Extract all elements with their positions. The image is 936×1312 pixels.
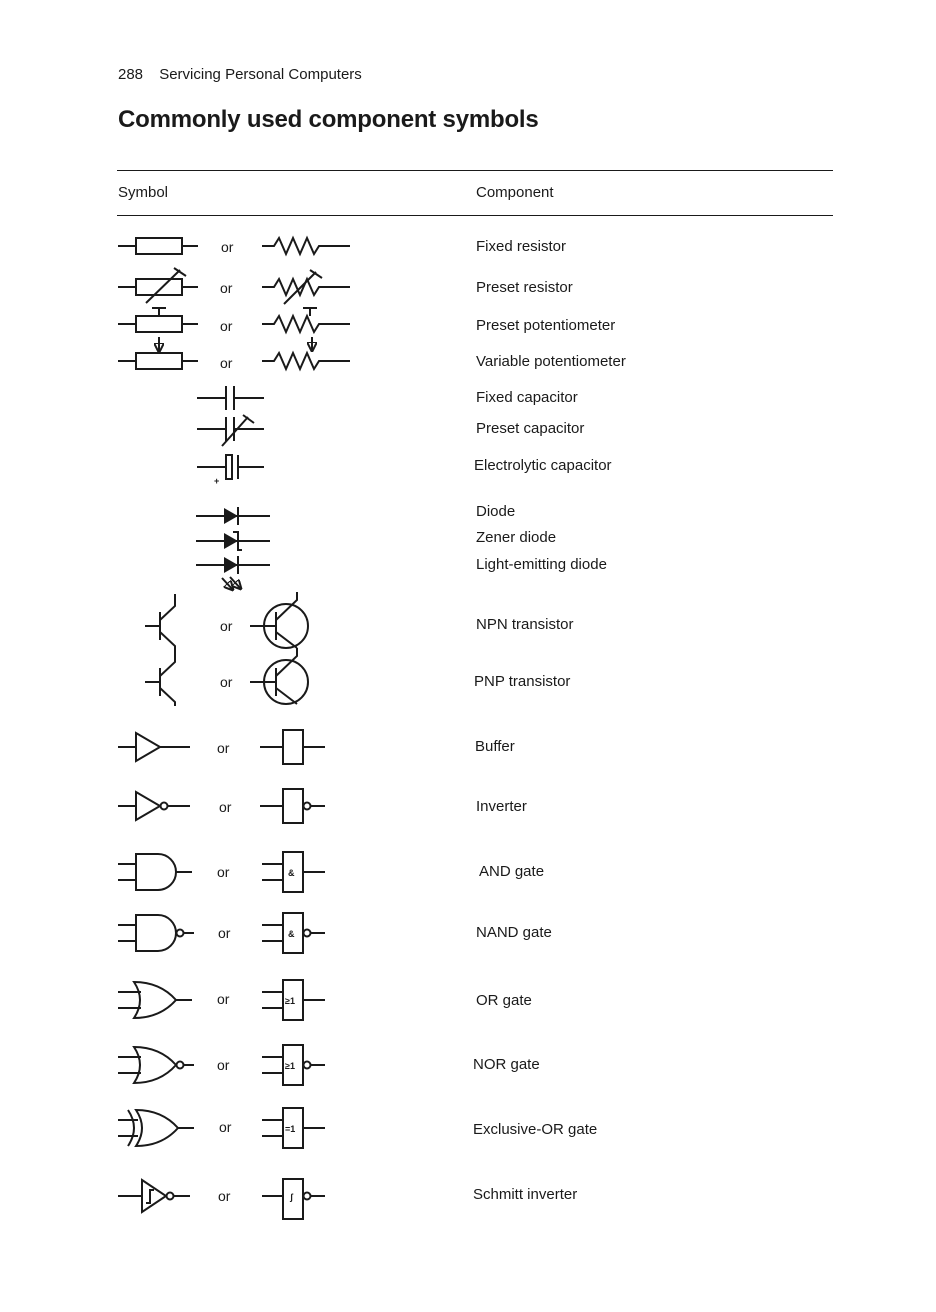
or-separator: or [220,318,233,334]
nand-gate-box-icon [262,913,325,953]
component-zener-diode: Zener diode [476,529,557,546]
or-separator: or [219,1119,232,1135]
inverter-box-icon [260,789,325,823]
page-number: 288 [118,66,144,83]
book-title: Servicing Personal Computers [159,66,362,83]
fixed-resistor-box-icon [118,238,198,254]
component-exclusive-or-gate: Exclusive-OR gate [473,1121,598,1138]
schmitt-inverter-icon [118,1180,190,1212]
svg-text:=1: =1 [285,1124,296,1134]
svg-text:ʃ: ʃ [290,1192,293,1202]
or-separator: or [220,674,233,690]
component-schmitt-inverter: Schmitt inverter [473,1186,578,1203]
or-separator: or [217,740,230,756]
svg-text:≥1: ≥1 [285,996,295,1006]
or-separator: or [219,799,232,815]
or-separator: or [217,1057,230,1073]
preset-resistor-zigzag-icon [262,270,350,304]
exclusive-or-gate-box-icon [262,1108,325,1148]
preset-capacitor-icon [197,415,264,446]
or-gate-box-icon [262,980,325,1020]
and-gate-box-icon [262,852,325,892]
component-and-gate: AND gate [479,863,545,880]
fixed-capacitor-icon [197,386,264,410]
component-diode: Diode [476,503,516,520]
preset-resistor-box-icon [118,268,198,303]
component-electrolytic-capacitor: Electrolytic capacitor [474,457,612,474]
npn-transistor-icon [145,594,175,652]
variable-potentiometer-zigzag-icon [262,337,350,369]
variable-potentiometer-box-icon [118,337,198,369]
or-separator: or [217,991,230,1007]
nor-gate-icon [118,1047,194,1083]
component-fixed-resistor: Fixed resistor [476,238,567,255]
npn-transistor-circle-icon [250,592,308,648]
buffer-icon [118,733,190,761]
or-separator: or [220,618,233,634]
component-preset-resistor: Preset resistor [476,279,573,296]
nor-gate-box-icon [262,1045,325,1085]
component-nor-gate: NOR gate [473,1056,540,1073]
svg-text:+: + [214,476,220,486]
svg-text:&: & [288,929,295,939]
light-emitting-diode-icon [196,556,270,590]
column-header-symbol: Symbol [118,184,169,201]
component-pnp-transistor: PNP transistor [474,673,571,690]
component-buffer: Buffer [475,738,515,755]
or-separator: or [218,1188,231,1204]
or-separator: or [218,925,231,941]
component-inverter: Inverter [476,798,527,815]
exclusive-or-gate-icon [118,1110,194,1146]
component-fixed-capacitor: Fixed capacitor [476,389,578,406]
component-led: Light-emitting diode [476,556,607,573]
svg-text:≥1: ≥1 [285,1061,295,1071]
column-header-component: Component [476,184,554,201]
component-or-gate: OR gate [476,992,532,1009]
zener-diode-icon [196,532,270,550]
and-gate-icon [118,854,192,890]
or-separator: or [221,239,234,255]
preset-potentiometer-box-icon [118,308,198,332]
page-title: Commonly used component symbols [118,106,539,133]
or-separator: or [220,355,233,371]
nand-gate-icon [118,915,194,951]
component-variable-potentiometer: Variable potentiometer [476,353,626,370]
pnp-transistor-icon [145,652,175,706]
component-npn-transistor: NPN transistor [476,616,574,633]
pnp-transistor-circle-icon [250,648,308,704]
or-separator: or [220,280,233,296]
diode-icon [196,507,270,525]
electrolytic-capacitor-icon [197,455,264,486]
component-preset-capacitor: Preset capacitor [476,420,585,437]
fixed-resistor-zigzag-icon [262,238,350,254]
buffer-box-icon [260,730,325,764]
component-nand-gate: NAND gate [476,924,552,941]
or-gate-icon [118,982,192,1018]
schmitt-inverter-box-icon [262,1179,325,1219]
or-separator: or [217,864,230,880]
inverter-icon [118,792,190,820]
svg-text:&: & [288,868,295,878]
component-preset-potentiometer: Preset potentiometer [476,317,616,334]
preset-potentiometer-zigzag-icon [262,308,350,332]
